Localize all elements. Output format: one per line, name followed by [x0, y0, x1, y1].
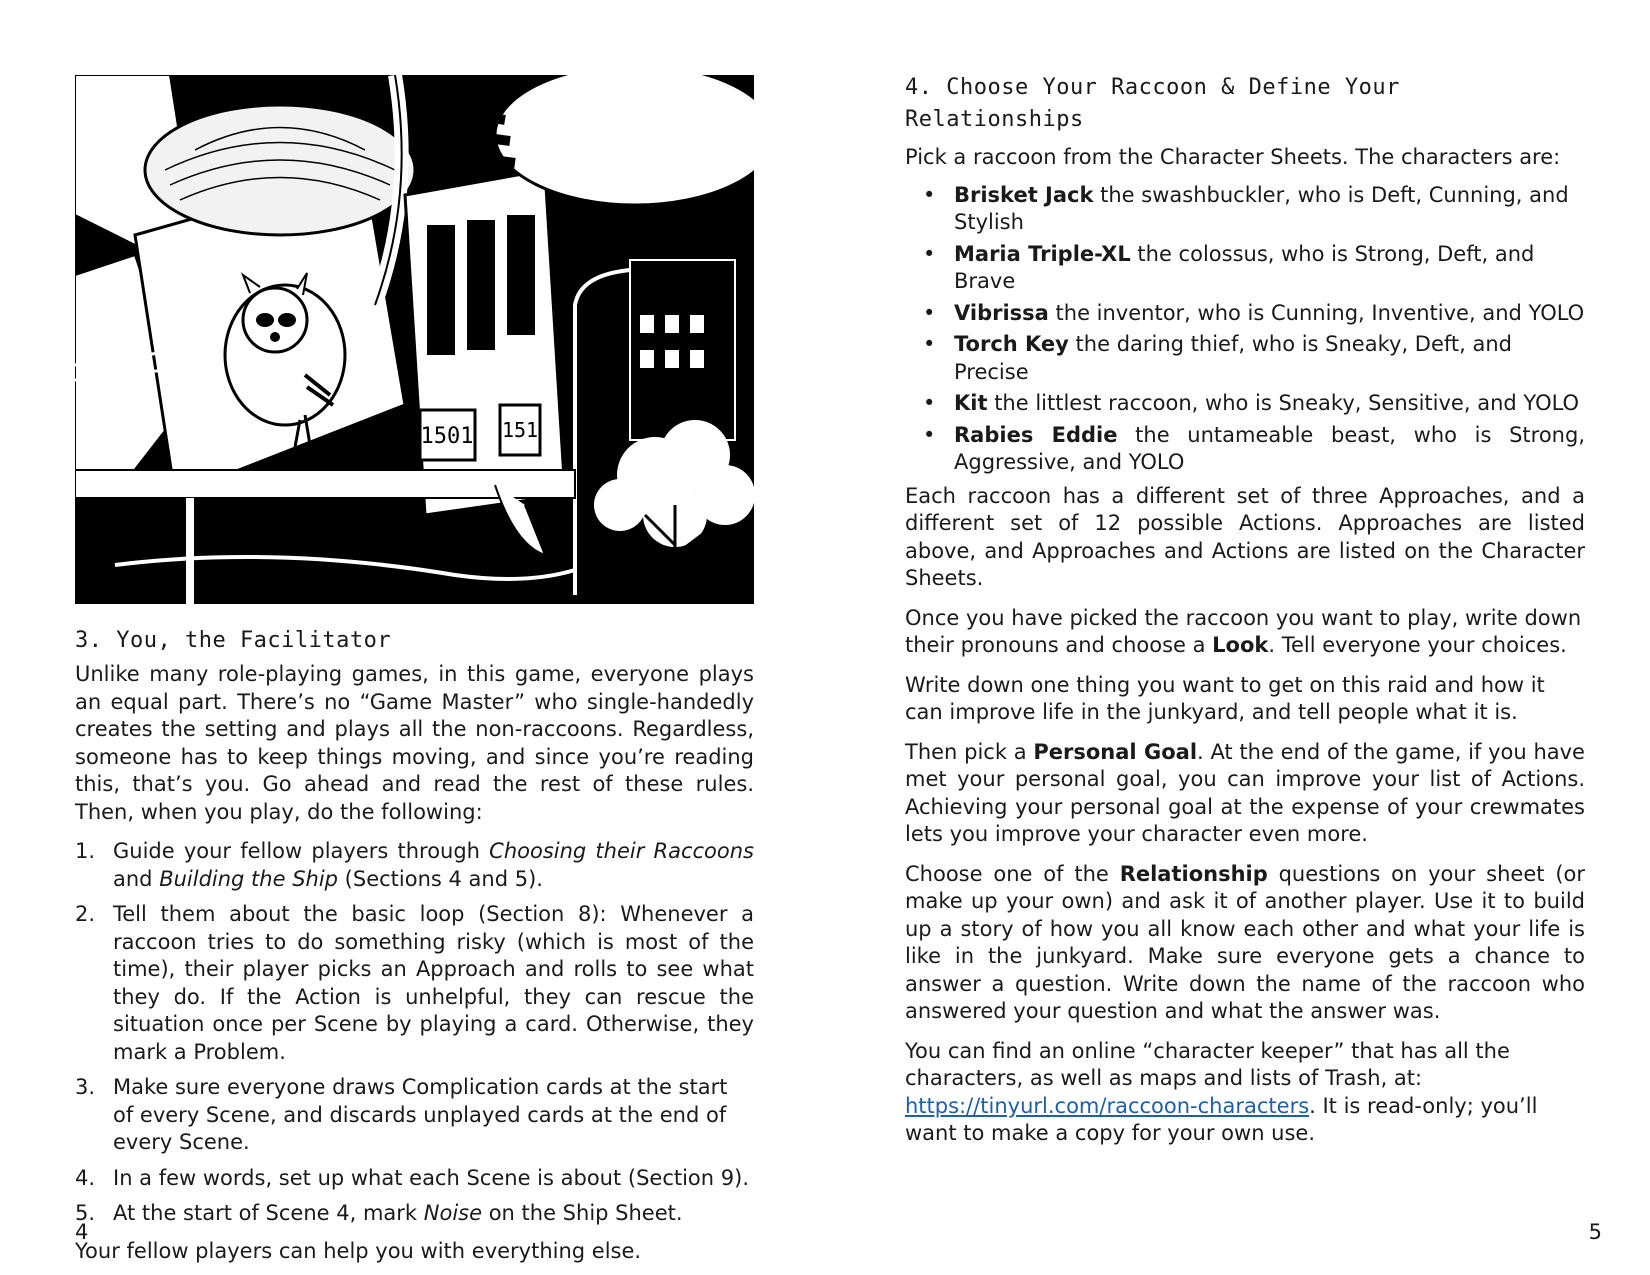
- section-heading-facilitator: 3. You, the Facilitator: [75, 628, 392, 653]
- list-item: • Kit the littlest raccoon, who is Sneaky, Sensitive, and YOLO: [923, 391, 1580, 415]
- illustration-sign-number-1: 1501: [420, 424, 474, 449]
- right-page: [825, 0, 1650, 1275]
- facilitator-closing: Your fellow players can help you with everything else.: [75, 1238, 642, 1263]
- want-paragraph: Write down one thing you want to get on this raid and how it can improve life in the junkyard, and tell people what it is.: [905, 672, 1545, 724]
- list-item: 3. Make sure everyone draws Complication cards at the start of every Scene, and discards unplayed cards at the end of every Scene.: [75, 1075, 728, 1154]
- list-item: 1. Guide your fellow players through Choosing their Raccoons and Building the Ship (Sections 4 and 5).: [75, 839, 754, 891]
- section-heading-choose-raccoon: 4. Choose Your Raccoon & Define Your Relationships: [905, 75, 1400, 132]
- list-item: • Brisket Jack the swashbuckler, who is Deft, Cunning, and Stylish: [923, 182, 1569, 234]
- facilitator-intro: Unlike many role-playing games, in this game, everyone plays an equal part. There’s no “Game Master” who single-handedly creates the setting and plays all the non-raccoons. Regardless, someone has to keep things moving, and since you’re reading this, that’s you. Go ahead and read the rest of these rules. Then, when you play, do the following:: [75, 662, 754, 824]
- illustration-sign-number-2: 151: [501, 418, 539, 442]
- choose-raccoon-section: [905, 72, 1585, 1160]
- facilitator-steps: [75, 838, 754, 1228]
- list-item: • Torch Key the daring thief, who is Sneaky, Deft, and Precise: [923, 332, 1512, 384]
- character-keeper-paragraph: You can find an online “character keeper” that has all the characters, as well as maps and lists of Trash, at: https://tinyurl.com/raccoon-characters. It is read-only; you’ll want to make a copy for your own use.: [905, 1038, 1538, 1145]
- characters-intro: Pick a raccoon from the Character Sheets. The characters are:: [905, 145, 1561, 169]
- look-paragraph: Once you have picked the raccoon you want to play, write down their pronouns and choose a Look. Tell everyone your choices.: [905, 605, 1582, 657]
- relationship-paragraph: Choose one of the Relationship questions on your sheet (or make up your own) and ask it of another player. Use it to build up a story of how you all know each other and what your life is like in the junkyard. Make sure everyone gets a chance to answer a question. Write down the name of the raccoon who answered your question and what the answer was.: [905, 861, 1586, 1023]
- personal-goal-paragraph: Then pick a Personal Goal. At the end of the game, if you have met your personal goal, you can improve your list of Actions. Achieving your personal goal at the expense of your crewmates lets you improve your character even more.: [905, 739, 1585, 846]
- list-item: • Vibrissa the inventor, who is Cunning, Inventive, and YOLO: [923, 300, 1585, 325]
- list-item: • Rabies Eddie the untameable beast, who is Strong, Aggressive, and YOLO: [923, 422, 1586, 474]
- character-list: [905, 182, 1585, 477]
- raccoon-illustration: [75, 75, 754, 604]
- page-number-right: 5: [1588, 1220, 1602, 1244]
- list-item: 2. Tell them about the basic loop (Section 8): Whenever a raccoon tries to do something risky (which is most of the time), their player picks an Approach and rolls to see what they do. If the Action is unhelpful, they can rescue the situation once per Scene by playing a card. Otherwise, they mark a Problem.: [75, 902, 754, 1064]
- list-item: 5. At the start of Scene 4, mark Noise on the Ship Sheet.: [75, 1201, 683, 1225]
- character-keeper-link[interactable]: https://tinyurl.com/raccoon-characters: [905, 1093, 1310, 1118]
- list-item: • Maria Triple-XL the colossus, who is Strong, Deft, and Brave: [923, 241, 1535, 293]
- list-item: 4. In a few words, set up what each Scene is about (Section 9).: [75, 1165, 749, 1190]
- page-number-left: 4: [75, 1220, 89, 1244]
- approaches-paragraph: Each raccoon has a different set of three Approaches, and a different set of 12 possible Actions. Approaches are listed above, and Approaches and Actions are listed on the Character Sheets.: [905, 483, 1585, 590]
- facilitator-section: [75, 628, 754, 1265]
